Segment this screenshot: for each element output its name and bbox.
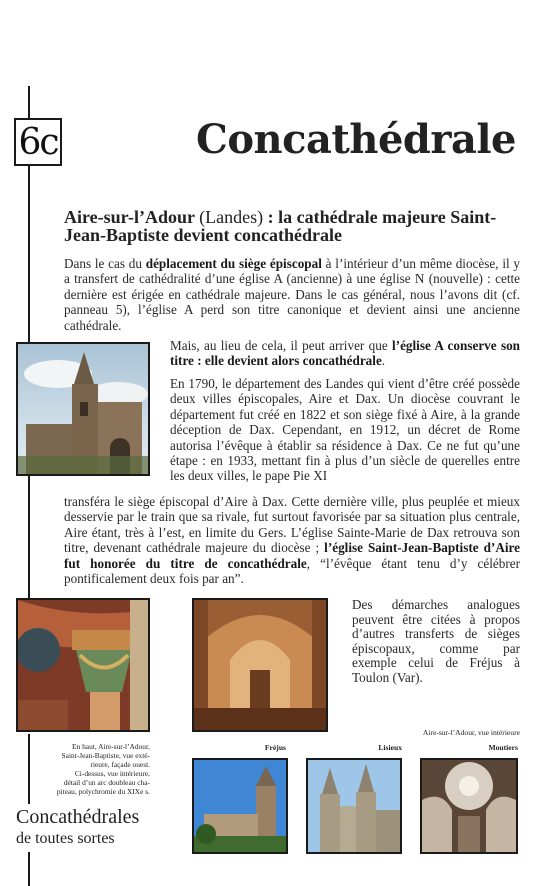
caption-left-line-6: piteau, polychromie du XIXe s. <box>56 787 150 796</box>
p4-text-b: , “l’évêque étant tenu d’y célébrer pontificalement deux fois par an”. <box>64 555 520 587</box>
p1-bold: déplacement du siège épiscopal <box>145 256 322 271</box>
caption-interior: Aire-sur-l’Adour, vue intérieure <box>422 728 520 737</box>
vertical-rule-top <box>28 86 30 118</box>
caption-left-line-5: détail d’un arc doubleau cha- <box>63 778 150 787</box>
paragraph-intro <box>64 256 520 333</box>
p4-text-a: transféra le siège épiscopal d’Aire à Dax. Cette dernière ville, plus peuplée et mieux desservie par le train que sa rivale, fut surtout favorisée par sa situation plus centrale, Aire étant, très à l’est, en limite du Gers. L’église Sainte-Marie de Dax retrouva son titre, devenant cathédrale majeure du diocèse ; <box>64 494 520 556</box>
subtitle-region: (Landes) <box>199 207 264 227</box>
p1-text-a: Dans le cas du <box>64 256 146 271</box>
p2-text-b: . <box>381 353 386 369</box>
vertical-rule-bottom <box>28 734 30 804</box>
vertical-rule-end <box>28 852 30 886</box>
capital-detail-image <box>18 600 148 730</box>
section-heading: Concathédrales <box>16 806 140 828</box>
subtitle-place: Aire-sur-l’Adour <box>64 207 195 227</box>
vertical-rule-main <box>28 166 30 344</box>
photo-frejus <box>192 758 288 854</box>
photo-moutiers <box>420 758 518 854</box>
p2-text-a: Mais, au lieu de cela, il peut arriver que <box>170 338 393 353</box>
panel-number-badge: 6c <box>14 118 62 166</box>
caption-frejus: Fréjus <box>264 743 286 752</box>
paragraph-other-transfers: Des démarches analogues peuvent être citées à propos d’autres transferts de sièges épiscopaux, comme par exemple celui de Fréjus à Toulon (Var). <box>352 597 520 685</box>
p1-text-b: à l’intérieur d’un même diocèse, il y a transfert de cathédralité d’une église A (ancienne) à une église N (nouvelle) : cette dernière est érigée en cathédrale majeure. Dans le cas général, nous l’avons dit (cf. panneau 5), l’église A perd son titre canonique et devient ainsi une ancienne cathédrale. <box>64 256 521 333</box>
moutiers-image <box>422 760 516 852</box>
photo-aire-exterior <box>16 342 150 476</box>
caption-left <box>38 742 150 796</box>
paragraph-history: En 1790, le département des Landes qui vient d’être créé possède deux villes épiscopales, Aire et Dax. Un diocèse couvrant le département fut créé en 1822 et son siège fixé à Aire, à la grande déception de Dax. Cependant, en 1912, un décret de Rome autorisa l’évêque à établir sa résidence à Dax. Ce ne fut qu’une étape : en 1933, mettant fin à plus d’un siècle de querelles entre les deux villes, le pape Pie XI <box>170 376 520 484</box>
photo-aire-interior <box>192 598 328 732</box>
subtitle-rest: : la cathédrale majeure Saint-Jean-Baptiste devient concathédrale <box>64 207 497 245</box>
caption-lisieux: Lisieux <box>378 743 402 752</box>
photo-aire-capital <box>16 598 150 732</box>
caption-left-line-2: Saint-Jean-Baptiste, vue exté- <box>61 751 150 760</box>
cathedral-exterior-image <box>18 344 148 474</box>
paragraph-concathedral-definition <box>170 338 520 369</box>
cathedral-interior-image <box>194 600 326 730</box>
caption-left-line-1: En haut, Aire-sur-l’Adour, <box>72 742 150 751</box>
vertical-rule-mid <box>28 476 30 598</box>
section-subheading: de toutes sortes <box>16 830 115 847</box>
paragraph-transfer <box>64 494 520 586</box>
page-title: Concathédrale <box>196 116 516 163</box>
p4-bold: l’église Saint-Jean-Baptiste d’Aire fut honorée du titre de concathédrale <box>64 540 520 571</box>
p2-bold: l’église A conserve son titre : elle devient alors concathédrale <box>170 338 521 369</box>
frejus-image <box>194 760 286 852</box>
photo-lisieux <box>306 758 402 854</box>
article-subtitle <box>64 208 522 244</box>
caption-left-line-4: Ci-dessus, vue intérieure, <box>74 769 150 778</box>
caption-left-line-3: rieure, façade ouest. <box>90 760 150 769</box>
lisieux-image <box>308 760 400 852</box>
caption-moutiers: Moutiers <box>488 743 518 752</box>
